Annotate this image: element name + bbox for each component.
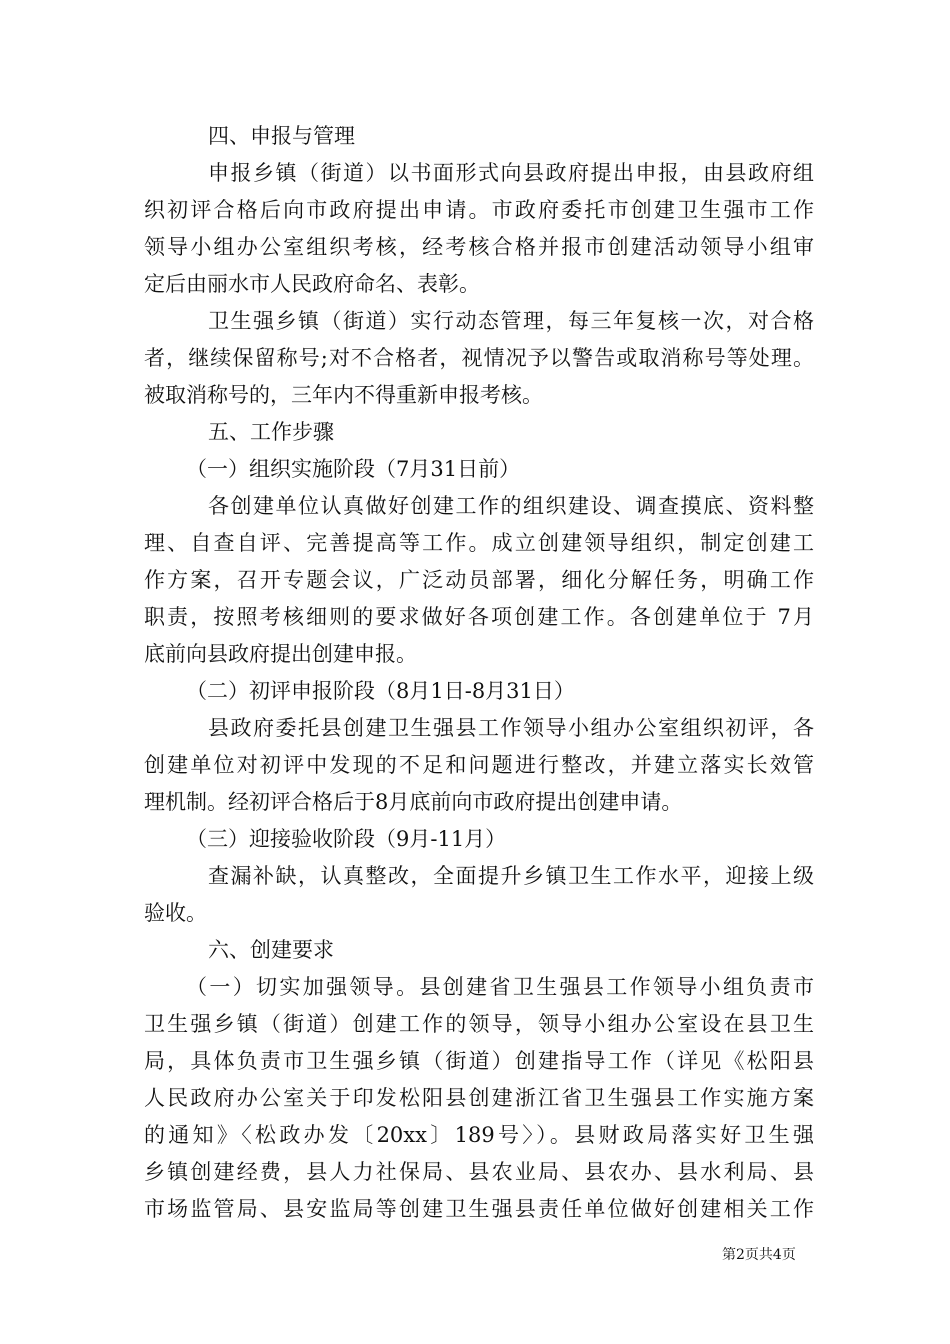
subheading-stage-3: （三）迎接验收阶段（9月-11月） [186, 827, 507, 851]
text-line: 织初评合格后向市政府提出申请。市政府委托市创建卫生强市工作 [144, 198, 814, 222]
text-line: 的通知》〈松政办发〔20xx〕189号〉）。县财政局落实好卫生强 [144, 1123, 814, 1147]
text-line: 底前向县政府提出创建申报。 [144, 642, 417, 666]
subheading-stage-1: （一）组织实施阶段（7月31日前） [186, 457, 521, 481]
text-line: 验收。 [144, 901, 207, 925]
text-line: 查漏补缺，认真整改，全面提升乡镇卫生工作水平，迎接上级 [208, 864, 814, 888]
text-line: 卫生强乡镇（街道）创建工作的领导，领导小组办公室设在县卫生 [144, 1012, 814, 1036]
text-line: 乡镇创建经费，县人力社保局、县农业局、县农办、县水利局、县 [144, 1160, 814, 1184]
text-line: 职责，按照考核细则的要求做好各项创建工作。各创建单位于 7月 [144, 605, 814, 629]
text-line: （一）切实加强领导。县创建省卫生强县工作领导小组负责市 [186, 975, 814, 999]
text-line: 者，继续保留称号;对不合格者，视情况予以警告或取消称号等处理。 [144, 346, 814, 370]
subheading-stage-2: （二）初评申报阶段（8月1日-8月31日） [186, 679, 575, 703]
text-line: 定后由丽水市人民政府命名、表彰。 [144, 272, 480, 296]
text-line: 领导小组办公室组织考核，经考核合格并报市创建活动领导小组审 [144, 235, 814, 259]
page-number-footer: 第2页共4页 [722, 1247, 796, 1263]
text-line: 创建单位对初评中发现的不足和问题进行整改，并建立落实长效管 [144, 753, 814, 777]
text-line: 各创建单位认真做好创建工作的组织建设、调查摸底、资料整 [208, 494, 814, 518]
text-line: 人民政府办公室关于印发松阳县创建浙江省卫生强县工作实施方案 [144, 1086, 814, 1110]
text-line: 作方案，召开专题会议，广泛动员部署，细化分解任务，明确工作 [144, 568, 814, 592]
text-line: 县政府委托县创建卫生强县工作领导小组办公室组织初评，各 [208, 716, 814, 740]
text-line: 卫生强乡镇（街道）实行动态管理，每三年复核一次，对合格 [208, 309, 814, 333]
text-line: 局，具体负责市卫生强乡镇（街道）创建指导工作（详见《松阳县 [144, 1049, 814, 1073]
text-line: 理、自查自评、完善提高等工作。成立创建领导组织，制定创建工 [144, 531, 814, 555]
heading-creation-requirements: 六、创建要求 [208, 938, 334, 962]
text-line: 被取消称号的，三年内不得重新申报考核。 [144, 383, 543, 407]
text-line: 理机制。经初评合格后于8月底前向市政府提出创建申请。 [144, 790, 683, 814]
text-line: 市场监管局、县安监局等创建卫生强县责任单位做好创建相关工作 [144, 1197, 814, 1221]
heading-work-steps: 五、工作步骤 [208, 420, 334, 444]
heading-declaration-management: 四、申报与管理 [208, 124, 355, 148]
text-line: 申报乡镇（街道）以书面形式向县政府提出申报，由县政府组 [208, 161, 814, 185]
